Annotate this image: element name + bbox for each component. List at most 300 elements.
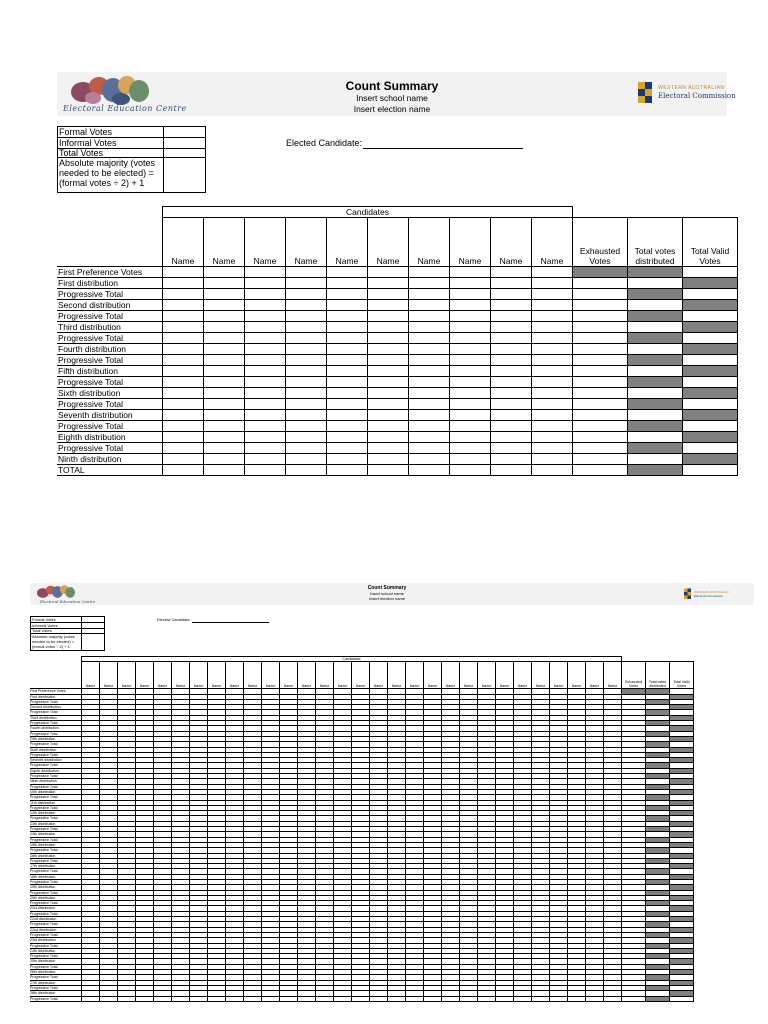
candidate-name-header[interactable]: Name	[406, 662, 424, 689]
vote-cell[interactable]	[370, 996, 388, 1001]
vote-cell[interactable]	[286, 311, 327, 322]
vote-cell[interactable]	[450, 333, 491, 344]
candidate-name-header[interactable]: Name	[568, 662, 586, 689]
vote-cell[interactable]	[163, 267, 204, 278]
total-votes-cell[interactable]	[164, 149, 206, 158]
vote-cell[interactable]	[327, 322, 368, 333]
valid-cell[interactable]	[683, 289, 738, 300]
vote-cell[interactable]	[204, 377, 245, 388]
vote-cell[interactable]	[245, 388, 286, 399]
vote-cell[interactable]	[491, 421, 532, 432]
vote-cell[interactable]	[327, 377, 368, 388]
vote-cell[interactable]	[204, 333, 245, 344]
vote-cell[interactable]	[204, 311, 245, 322]
vote-cell[interactable]	[286, 377, 327, 388]
vote-cell[interactable]	[450, 366, 491, 377]
valid-cell[interactable]	[683, 421, 738, 432]
distributed-cell[interactable]	[628, 344, 683, 355]
vote-cell[interactable]	[368, 366, 409, 377]
elected-candidate-field[interactable]	[363, 148, 523, 149]
vote-cell[interactable]	[409, 377, 450, 388]
vote-cell[interactable]	[262, 996, 280, 1001]
candidate-name-header[interactable]: Name	[154, 662, 172, 689]
vote-cell[interactable]	[409, 388, 450, 399]
exhausted-cell[interactable]	[573, 344, 628, 355]
vote-cell[interactable]	[190, 996, 208, 1001]
exhausted-cell[interactable]	[573, 311, 628, 322]
distributed-cell[interactable]	[628, 300, 683, 311]
vote-cell[interactable]	[226, 996, 244, 1001]
vote-cell[interactable]	[163, 465, 204, 476]
exhausted-cell[interactable]	[573, 432, 628, 443]
vote-cell[interactable]	[532, 267, 573, 278]
vote-cell[interactable]	[163, 344, 204, 355]
exhausted-cell[interactable]	[573, 333, 628, 344]
vote-cell[interactable]	[409, 465, 450, 476]
valid-cell[interactable]	[683, 267, 738, 278]
vote-cell[interactable]	[532, 344, 573, 355]
vote-cell[interactable]	[550, 996, 568, 1001]
distributed-cell[interactable]	[628, 355, 683, 366]
candidate-name-header[interactable]: Name	[586, 662, 604, 689]
vote-cell[interactable]	[532, 454, 573, 465]
exhausted-cell[interactable]	[573, 399, 628, 410]
distributed-cell[interactable]	[628, 278, 683, 289]
candidate-name-header[interactable]: Name	[450, 218, 491, 267]
vote-cell[interactable]	[245, 432, 286, 443]
exhausted-cell[interactable]	[573, 366, 628, 377]
exhausted-cell[interactable]	[573, 289, 628, 300]
vote-cell[interactable]	[204, 443, 245, 454]
valid-cell[interactable]	[683, 388, 738, 399]
candidate-name-header[interactable]: Name	[334, 662, 352, 689]
vote-cell[interactable]	[532, 300, 573, 311]
candidate-name-header[interactable]: Name	[298, 662, 316, 689]
exhausted-cell[interactable]	[573, 278, 628, 289]
candidate-name-header[interactable]: Name	[532, 218, 573, 267]
vote-cell[interactable]	[450, 289, 491, 300]
vote-cell[interactable]	[245, 322, 286, 333]
exhausted-cell[interactable]	[573, 454, 628, 465]
vote-cell[interactable]	[286, 344, 327, 355]
vote-cell[interactable]	[568, 996, 586, 1001]
vote-cell[interactable]	[368, 333, 409, 344]
vote-cell[interactable]	[163, 443, 204, 454]
vote-cell[interactable]	[245, 300, 286, 311]
valid-cell[interactable]	[683, 333, 738, 344]
vote-cell[interactable]	[368, 289, 409, 300]
vote-cell[interactable]	[409, 410, 450, 421]
formal-votes-cell[interactable]	[164, 127, 206, 138]
valid-cell[interactable]	[683, 377, 738, 388]
distributed-cell[interactable]	[628, 377, 683, 388]
distributed-cell[interactable]	[628, 366, 683, 377]
vote-cell[interactable]	[491, 410, 532, 421]
vote-cell[interactable]	[327, 267, 368, 278]
vote-cell[interactable]	[368, 432, 409, 443]
vote-cell[interactable]	[368, 443, 409, 454]
distributed-cell[interactable]	[628, 311, 683, 322]
candidate-name-header[interactable]: Name	[280, 662, 298, 689]
distributed-cell[interactable]	[646, 996, 670, 1001]
absolute-majority-cell[interactable]	[164, 158, 206, 193]
vote-cell[interactable]	[450, 377, 491, 388]
vote-cell[interactable]	[450, 399, 491, 410]
candidate-name-header[interactable]: Name	[370, 662, 388, 689]
vote-cell[interactable]	[286, 432, 327, 443]
exhausted-cell[interactable]	[573, 300, 628, 311]
vote-cell[interactable]	[245, 410, 286, 421]
vote-cell[interactable]	[204, 432, 245, 443]
vote-cell[interactable]	[204, 355, 245, 366]
vote-cell[interactable]	[532, 322, 573, 333]
candidate-name-header[interactable]: Name	[604, 662, 622, 689]
distributed-cell[interactable]	[628, 388, 683, 399]
distributed-cell[interactable]	[628, 399, 683, 410]
vote-cell[interactable]	[368, 388, 409, 399]
vote-cell[interactable]	[208, 996, 226, 1001]
vote-cell[interactable]	[532, 443, 573, 454]
vote-cell[interactable]	[118, 996, 136, 1001]
vote-cell[interactable]	[163, 333, 204, 344]
vote-cell[interactable]	[327, 333, 368, 344]
vote-cell[interactable]	[368, 267, 409, 278]
candidate-name-header[interactable]: Name	[100, 662, 118, 689]
valid-cell[interactable]	[683, 300, 738, 311]
valid-cell[interactable]	[683, 322, 738, 333]
vote-cell[interactable]	[450, 300, 491, 311]
vote-cell[interactable]	[172, 996, 190, 1001]
vote-cell[interactable]	[406, 996, 424, 1001]
vote-cell[interactable]	[409, 399, 450, 410]
valid-cell[interactable]	[683, 355, 738, 366]
vote-cell[interactable]	[245, 454, 286, 465]
vote-cell[interactable]	[82, 996, 100, 1001]
distributed-cell[interactable]	[628, 289, 683, 300]
vote-cell[interactable]	[327, 366, 368, 377]
vote-cell[interactable]	[368, 322, 409, 333]
vote-cell[interactable]	[298, 996, 316, 1001]
vote-cell[interactable]	[245, 311, 286, 322]
vote-cell[interactable]	[204, 388, 245, 399]
vote-cell[interactable]	[286, 355, 327, 366]
vote-cell[interactable]	[532, 366, 573, 377]
vote-cell[interactable]	[316, 996, 334, 1001]
vote-cell[interactable]	[496, 996, 514, 1001]
absolute-majority-cell[interactable]	[82, 634, 105, 651]
vote-cell[interactable]	[163, 322, 204, 333]
vote-cell[interactable]	[368, 421, 409, 432]
candidate-name-header[interactable]: Name	[460, 662, 478, 689]
vote-cell[interactable]	[491, 355, 532, 366]
vote-cell[interactable]	[409, 311, 450, 322]
vote-cell[interactable]	[409, 278, 450, 289]
valid-cell[interactable]	[683, 311, 738, 322]
vote-cell[interactable]	[450, 278, 491, 289]
vote-cell[interactable]	[491, 322, 532, 333]
vote-cell[interactable]	[491, 344, 532, 355]
vote-cell[interactable]	[163, 399, 204, 410]
vote-cell[interactable]	[245, 366, 286, 377]
vote-cell[interactable]	[245, 355, 286, 366]
vote-cell[interactable]	[532, 410, 573, 421]
candidate-name-header[interactable]: Name	[442, 662, 460, 689]
vote-cell[interactable]	[327, 443, 368, 454]
candidate-name-header[interactable]: Name	[550, 662, 568, 689]
exhausted-cell[interactable]	[573, 267, 628, 278]
valid-cell[interactable]	[683, 399, 738, 410]
vote-cell[interactable]	[409, 443, 450, 454]
vote-cell[interactable]	[204, 454, 245, 465]
vote-cell[interactable]	[327, 388, 368, 399]
vote-cell[interactable]	[327, 300, 368, 311]
vote-cell[interactable]	[327, 311, 368, 322]
candidate-name-header[interactable]: Name	[316, 662, 334, 689]
vote-cell[interactable]	[286, 410, 327, 421]
exhausted-cell[interactable]	[573, 465, 628, 476]
vote-cell[interactable]	[409, 300, 450, 311]
candidate-name-header[interactable]: Name	[409, 218, 450, 267]
vote-cell[interactable]	[327, 399, 368, 410]
vote-cell[interactable]	[409, 366, 450, 377]
vote-cell[interactable]	[368, 399, 409, 410]
vote-cell[interactable]	[368, 300, 409, 311]
vote-cell[interactable]	[491, 432, 532, 443]
candidate-name-header[interactable]: Name	[478, 662, 496, 689]
vote-cell[interactable]	[532, 377, 573, 388]
vote-cell[interactable]	[368, 344, 409, 355]
vote-cell[interactable]	[450, 465, 491, 476]
candidate-name-header[interactable]: Name	[327, 218, 368, 267]
vote-cell[interactable]	[163, 289, 204, 300]
vote-cell[interactable]	[532, 311, 573, 322]
vote-cell[interactable]	[245, 289, 286, 300]
vote-cell[interactable]	[245, 377, 286, 388]
vote-cell[interactable]	[100, 996, 118, 1001]
vote-cell[interactable]	[244, 996, 262, 1001]
candidate-name-header[interactable]: Name	[491, 218, 532, 267]
exhausted-cell[interactable]	[573, 322, 628, 333]
vote-cell[interactable]	[450, 432, 491, 443]
vote-cell[interactable]	[245, 443, 286, 454]
vote-cell[interactable]	[442, 996, 460, 1001]
candidate-name-header[interactable]: Name	[118, 662, 136, 689]
vote-cell[interactable]	[532, 421, 573, 432]
candidate-name-header[interactable]: Name	[172, 662, 190, 689]
vote-cell[interactable]	[409, 322, 450, 333]
vote-cell[interactable]	[450, 267, 491, 278]
vote-cell[interactable]	[163, 421, 204, 432]
vote-cell[interactable]	[532, 388, 573, 399]
vote-cell[interactable]	[327, 410, 368, 421]
vote-cell[interactable]	[352, 996, 370, 1001]
distributed-cell[interactable]	[628, 432, 683, 443]
valid-cell[interactable]	[683, 278, 738, 289]
vote-cell[interactable]	[163, 355, 204, 366]
vote-cell[interactable]	[204, 289, 245, 300]
vote-cell[interactable]	[532, 355, 573, 366]
vote-cell[interactable]	[491, 443, 532, 454]
vote-cell[interactable]	[450, 443, 491, 454]
vote-cell[interactable]	[409, 421, 450, 432]
vote-cell[interactable]	[491, 267, 532, 278]
distributed-cell[interactable]	[628, 454, 683, 465]
vote-cell[interactable]	[154, 996, 172, 1001]
vote-cell[interactable]	[163, 388, 204, 399]
vote-cell[interactable]	[409, 355, 450, 366]
vote-cell[interactable]	[409, 333, 450, 344]
vote-cell[interactable]	[491, 388, 532, 399]
vote-cell[interactable]	[163, 377, 204, 388]
vote-cell[interactable]	[491, 377, 532, 388]
candidate-name-header[interactable]: Name	[388, 662, 406, 689]
vote-cell[interactable]	[286, 278, 327, 289]
vote-cell[interactable]	[136, 996, 154, 1001]
vote-cell[interactable]	[286, 399, 327, 410]
vote-cell[interactable]	[327, 278, 368, 289]
candidate-name-header[interactable]: Name	[368, 218, 409, 267]
vote-cell[interactable]	[286, 289, 327, 300]
distributed-cell[interactable]	[628, 322, 683, 333]
vote-cell[interactable]	[163, 300, 204, 311]
vote-cell[interactable]	[514, 996, 532, 1001]
vote-cell[interactable]	[286, 465, 327, 476]
vote-cell[interactable]	[532, 465, 573, 476]
vote-cell[interactable]	[532, 399, 573, 410]
vote-cell[interactable]	[245, 267, 286, 278]
vote-cell[interactable]	[491, 465, 532, 476]
vote-cell[interactable]	[245, 278, 286, 289]
vote-cell[interactable]	[163, 432, 204, 443]
candidate-name-header[interactable]: Name	[208, 662, 226, 689]
vote-cell[interactable]	[450, 454, 491, 465]
distributed-cell[interactable]	[628, 443, 683, 454]
vote-cell[interactable]	[245, 421, 286, 432]
elected-candidate-field[interactable]	[192, 622, 269, 623]
vote-cell[interactable]	[450, 388, 491, 399]
vote-cell[interactable]	[491, 278, 532, 289]
exhausted-cell[interactable]	[573, 421, 628, 432]
vote-cell[interactable]	[204, 465, 245, 476]
vote-cell[interactable]	[286, 421, 327, 432]
vote-cell[interactable]	[286, 300, 327, 311]
valid-cell[interactable]	[683, 366, 738, 377]
candidate-name-header[interactable]: Name	[136, 662, 154, 689]
vote-cell[interactable]	[532, 289, 573, 300]
vote-cell[interactable]	[327, 421, 368, 432]
vote-cell[interactable]	[163, 278, 204, 289]
candidate-name-header[interactable]: Name	[204, 218, 245, 267]
vote-cell[interactable]	[327, 355, 368, 366]
valid-cell[interactable]	[683, 465, 738, 476]
vote-cell[interactable]	[586, 996, 604, 1001]
vote-cell[interactable]	[450, 344, 491, 355]
vote-cell[interactable]	[163, 454, 204, 465]
vote-cell[interactable]	[286, 443, 327, 454]
vote-cell[interactable]	[491, 333, 532, 344]
vote-cell[interactable]	[245, 399, 286, 410]
valid-cell[interactable]	[683, 410, 738, 421]
vote-cell[interactable]	[368, 311, 409, 322]
candidate-name-header[interactable]: Name	[424, 662, 442, 689]
vote-cell[interactable]	[409, 289, 450, 300]
candidate-name-header[interactable]: Name	[82, 662, 100, 689]
vote-cell[interactable]	[204, 278, 245, 289]
vote-cell[interactable]	[409, 267, 450, 278]
vote-cell[interactable]	[450, 311, 491, 322]
vote-cell[interactable]	[204, 267, 245, 278]
vote-cell[interactable]	[327, 289, 368, 300]
vote-cell[interactable]	[327, 465, 368, 476]
vote-cell[interactable]	[450, 355, 491, 366]
candidate-name-header[interactable]: Name	[352, 662, 370, 689]
vote-cell[interactable]	[163, 311, 204, 322]
vote-cell[interactable]	[450, 410, 491, 421]
informal-votes-cell[interactable]	[164, 138, 206, 149]
candidate-name-header[interactable]: Name	[514, 662, 532, 689]
vote-cell[interactable]	[286, 388, 327, 399]
vote-cell[interactable]	[368, 465, 409, 476]
candidate-name-header[interactable]: Name	[245, 218, 286, 267]
vote-cell[interactable]	[368, 278, 409, 289]
vote-cell[interactable]	[327, 344, 368, 355]
vote-cell[interactable]	[368, 454, 409, 465]
vote-cell[interactable]	[204, 410, 245, 421]
vote-cell[interactable]	[280, 996, 298, 1001]
vote-cell[interactable]	[532, 333, 573, 344]
vote-cell[interactable]	[286, 322, 327, 333]
vote-cell[interactable]	[286, 366, 327, 377]
distributed-cell[interactable]	[628, 465, 683, 476]
vote-cell[interactable]	[478, 996, 496, 1001]
vote-cell[interactable]	[409, 454, 450, 465]
valid-cell[interactable]	[683, 454, 738, 465]
valid-cell[interactable]	[670, 996, 694, 1001]
vote-cell[interactable]	[491, 454, 532, 465]
vote-cell[interactable]	[163, 366, 204, 377]
vote-cell[interactable]	[327, 432, 368, 443]
exhausted-cell[interactable]	[573, 377, 628, 388]
vote-cell[interactable]	[532, 432, 573, 443]
candidate-name-header[interactable]: Name	[190, 662, 208, 689]
vote-cell[interactable]	[334, 996, 352, 1001]
vote-cell[interactable]	[204, 366, 245, 377]
vote-cell[interactable]	[204, 300, 245, 311]
candidate-name-header[interactable]: Name	[286, 218, 327, 267]
vote-cell[interactable]	[532, 278, 573, 289]
vote-cell[interactable]	[491, 366, 532, 377]
vote-cell[interactable]	[204, 421, 245, 432]
distributed-cell[interactable]	[628, 267, 683, 278]
vote-cell[interactable]	[450, 421, 491, 432]
exhausted-cell[interactable]	[573, 388, 628, 399]
vote-cell[interactable]	[245, 465, 286, 476]
vote-cell[interactable]	[491, 311, 532, 322]
exhausted-cell[interactable]	[622, 996, 646, 1001]
vote-cell[interactable]	[491, 399, 532, 410]
vote-cell[interactable]	[286, 267, 327, 278]
vote-cell[interactable]	[388, 996, 406, 1001]
valid-cell[interactable]	[683, 443, 738, 454]
vote-cell[interactable]	[204, 344, 245, 355]
vote-cell[interactable]	[245, 333, 286, 344]
vote-cell[interactable]	[368, 410, 409, 421]
candidate-name-header[interactable]: Name	[262, 662, 280, 689]
valid-cell[interactable]	[683, 344, 738, 355]
vote-cell[interactable]	[532, 996, 550, 1001]
distributed-cell[interactable]	[628, 421, 683, 432]
exhausted-cell[interactable]	[573, 443, 628, 454]
